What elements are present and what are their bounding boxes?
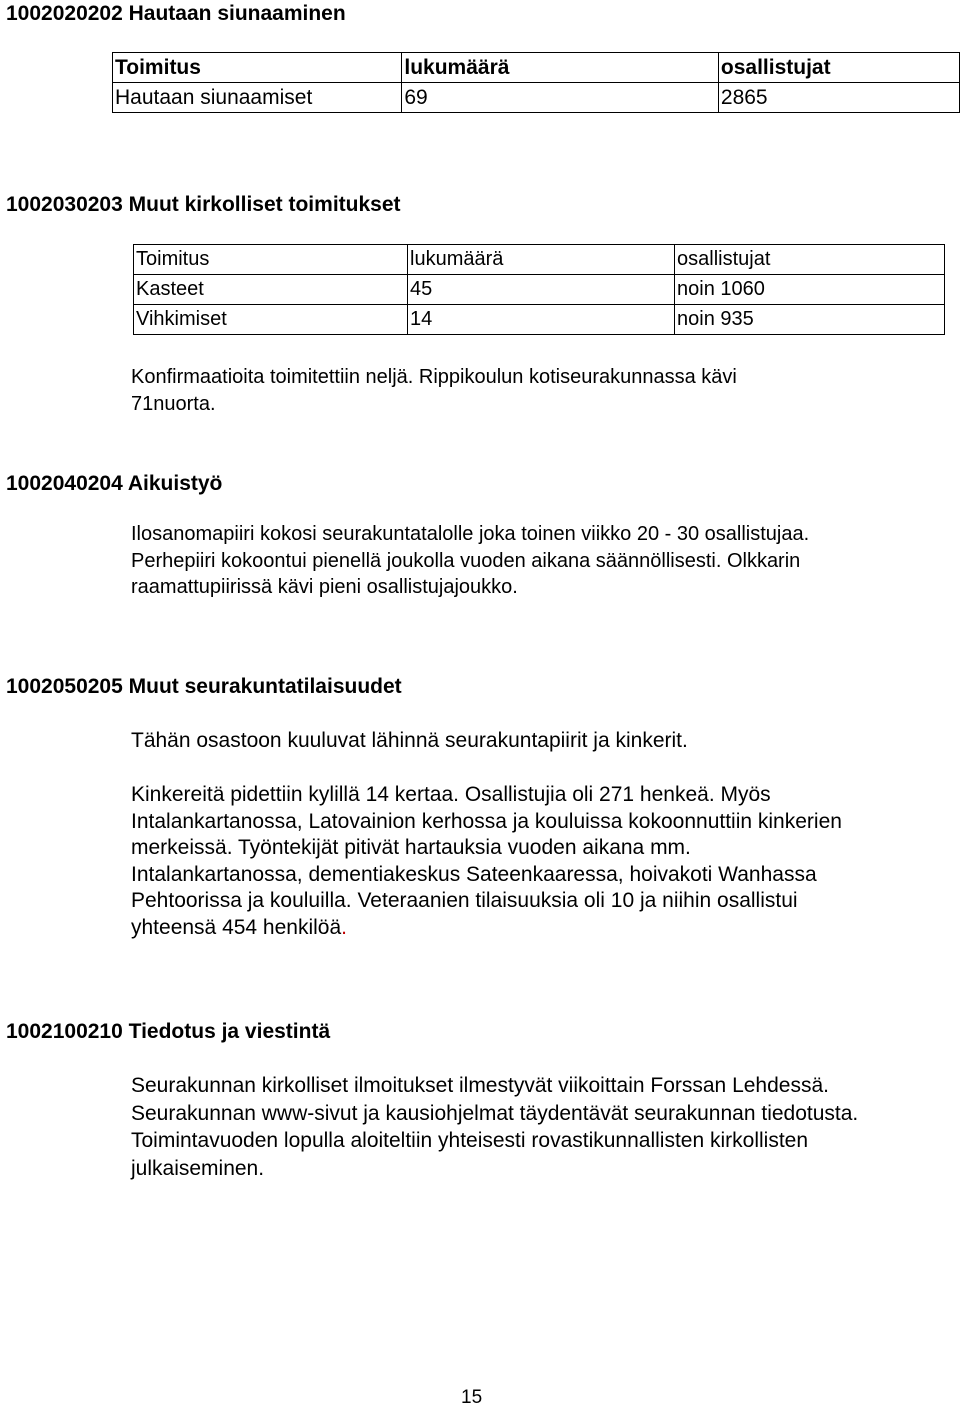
column-header: osallistujat: [718, 53, 959, 83]
paragraph-line: Perhepiiri kokoontui pienellä joukolla vuoden aikana säännöllisesti. Olkkarin: [131, 549, 801, 572]
red-period: .: [341, 915, 348, 939]
table-header-row: [113, 53, 960, 83]
table-header-row: [134, 245, 945, 275]
confirmation-paragraph: [131, 364, 737, 417]
table-cell: noin 1060: [675, 275, 945, 305]
column-header: Toimitus: [113, 53, 402, 83]
table-cell: 2865: [718, 83, 959, 113]
events-paragraph: [131, 782, 842, 941]
paragraph-line: julkaiseminen.: [131, 1156, 265, 1180]
paragraph-line: Intalankartanossa, dementiakeskus Sateenkaaressa, hoivakoti Wanhassa: [131, 862, 817, 886]
paragraph-text: yhteensä 454 henkilöä: [131, 915, 342, 939]
funerals-table: [112, 52, 960, 113]
section-intro: Tähän osastoon kuuluvat lähinnä seurakuntapiirit ja kinkerit.: [131, 729, 688, 752]
paragraph-line: [131, 915, 842, 942]
section-heading-hautaan-siunaaminen: 1002020202 Hautaan siunaaminen: [6, 2, 346, 25]
page-number: 15: [461, 1387, 483, 1408]
paragraph-line: Seurakunnan kirkolliset ilmoitukset ilmestyvät viikoittain Forssan Lehdessä.: [131, 1074, 829, 1097]
section-heading-tiedotus-ja-viestinta: 1002100210 Tiedotus ja viestintä: [6, 1020, 331, 1043]
paragraph-line: Ilosanomapiiri kokosi seurakuntatalolle joka toinen viikko 20 - 30 osallistujaa.: [131, 523, 810, 545]
communications-paragraph: [131, 1072, 858, 1182]
paragraph-line: raamattupiirissä kävi pieni osallistujajoukko.: [131, 576, 518, 598]
adult-work-paragraph: [131, 521, 809, 601]
table-cell: noin 935: [675, 305, 945, 335]
column-header: Toimitus: [134, 245, 408, 275]
paragraph-line: merkeissä. Työntekijät pitivät hartauksia vuoden aikana mm.: [131, 836, 691, 859]
ceremonies-table: [133, 244, 945, 335]
paragraph-line: Seurakunnan www-sivut ja kausiohjelmat täydentävät seurakunnan tiedotusta.: [131, 1101, 859, 1125]
paragraph-line: Toimintavuoden lopulla aloiteltiin yhteisesti rovastikunnallisten kirkollisten: [131, 1129, 809, 1152]
paragraph-line: Intalankartanossa, Latovainion kerhossa ja kouluissa kokoonnuttiin kinkerien: [131, 809, 842, 833]
table-cell: 45: [408, 275, 675, 305]
paragraph-line: 71nuorta.: [131, 392, 216, 415]
section-heading-muut-kirkolliset-toimitukset: 1002030203 Muut kirkolliset toimitukset: [6, 193, 401, 216]
column-header: osallistujat: [675, 245, 945, 275]
table-cell: 69: [402, 83, 719, 113]
column-header: lukumäärä: [408, 245, 675, 275]
table-cell: Hautaan siunaamiset: [113, 83, 402, 113]
table-row: [134, 305, 945, 335]
paragraph-line: Pehtoorissa ja kouluilla. Veteraanien tilaisuuksia oli 10 ja niihin osallistui: [131, 889, 798, 912]
paragraph-line: Kinkereitä pidettiin kylillä 14 kertaa. Osallistujia oli 271 henkeä. Myös: [131, 783, 771, 806]
table-row: [113, 83, 960, 113]
section-heading-aikuistyo: 1002040204 Aikuistyö: [6, 472, 223, 495]
table-cell: Kasteet: [134, 275, 408, 305]
table-cell: Vihkimiset: [134, 305, 408, 335]
column-header: lukumäärä: [402, 53, 719, 83]
table-cell: 14: [408, 305, 675, 335]
section-heading-muut-seurakuntatilaisuudet: 1002050205 Muut seurakuntatilaisuudet: [6, 675, 402, 698]
paragraph-line: Konfirmaatioita toimitettiin neljä. Rippikoulun kotiseurakunnassa kävi: [131, 366, 737, 388]
table-row: [134, 275, 945, 305]
